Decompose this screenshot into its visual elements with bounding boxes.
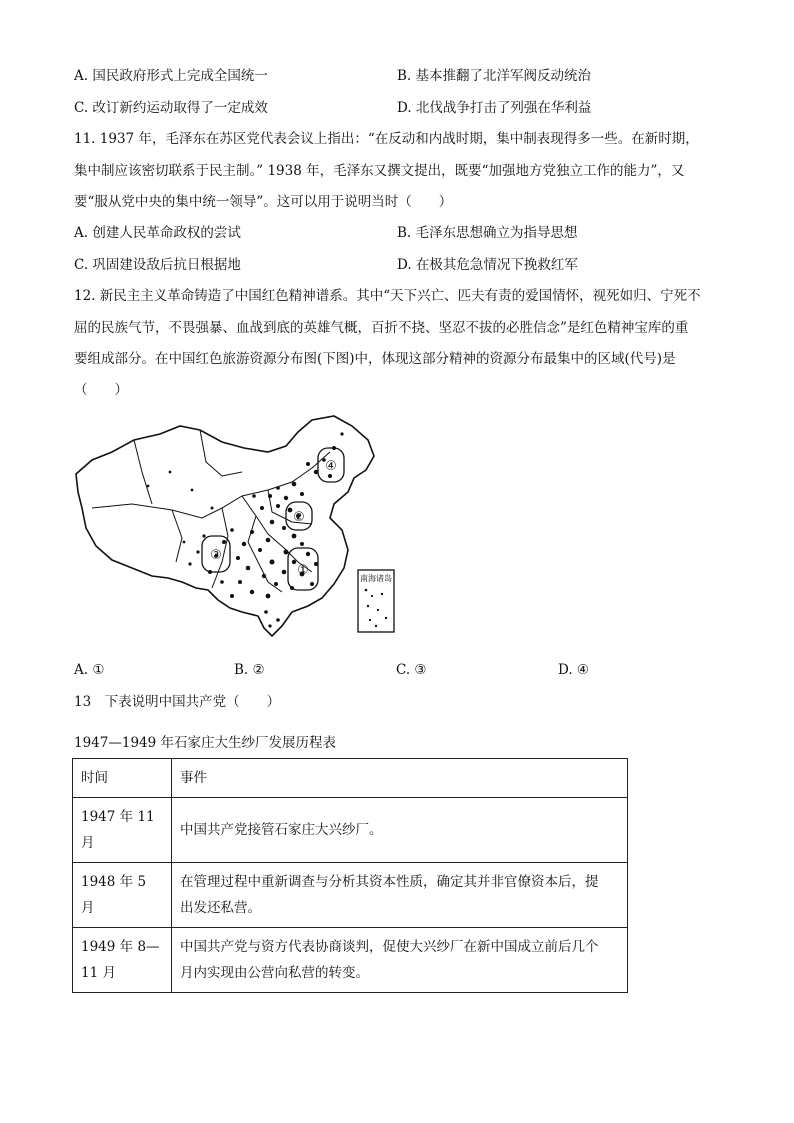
q11-stem-line-1: 11. 1937 年，毛泽东在苏区党代表会议上指出：“在反动和内战时期，集中制表现得多一些。在新时期， [74, 131, 699, 147]
row3-time-line-1: 1949 年 8— [81, 939, 160, 955]
q11-option-c: C. 巩固建设敌后抗日根据地 [74, 257, 241, 273]
q12-stem-line-2: 屈的民族气节，不畏强暴、血战到底的英雄气概，百折不挠、坚忍不拔的必胜信念”是红色精神宝库的重 [74, 320, 689, 336]
q11-stem-line-3: 要“服从党中央的集中统一领导”。这可以用于说明当时（ ） [74, 194, 453, 210]
header-event: 事件 [172, 759, 628, 798]
table-title: 1947—1949 年石家庄大生纱厂发展历程表 [74, 735, 337, 751]
china-map-svg [72, 412, 412, 647]
china-red-tourism-map [72, 412, 412, 647]
row2-time: 1948 年 5 月 [73, 863, 172, 928]
q12-stem-line-1: 12. 新民主主义革命铸造了中国红色精神谱系。其中“天下兴亡、匹夫有责的爱国情怀，视死如归、宁死不 [74, 288, 701, 304]
row3-time [73, 928, 172, 993]
region-label-3: ③ [210, 548, 222, 563]
q11-option-a: A. 创建人民革命政权的尝试 [74, 225, 241, 241]
q11-option-d: D. 在极其危急情况下挽救红军 [397, 257, 578, 273]
q12-option-d: D. ④ [558, 662, 590, 678]
resource-dots [147, 432, 344, 627]
history-table [72, 758, 628, 993]
table-row [73, 863, 628, 928]
inset-label: 南海诸岛 [360, 574, 392, 583]
q12-stem-line-4: （ ） [74, 382, 128, 398]
q12-option-c: C. ③ [396, 662, 427, 678]
q10-option-a: A. 国民政府形式上完成全国统一 [74, 68, 268, 84]
q13-stem: 13 下表说明中国共产党（ ） [74, 694, 281, 710]
region-label-1: ① [297, 563, 309, 578]
row3-event [172, 928, 628, 993]
table-header-row [73, 759, 628, 798]
row2-event-line-2: 出发还私营。 [180, 900, 261, 916]
row3-event-line-2: 月内实现由公营向私营的转变。 [180, 965, 369, 981]
q12-option-b: B. ② [234, 662, 265, 678]
table-row [73, 928, 628, 993]
q12-option-a: A. ① [74, 662, 105, 678]
row1-time: 1947 年 11 月 [73, 798, 172, 863]
row3-event-line-1: 中国共产党与资方代表协商谈判，促使大兴纱厂在新中国成立前后几个 [180, 939, 599, 955]
row1-event-line-1: 中国共产党接管石家庄大兴纱厂。 [180, 822, 383, 838]
q12-stem-line-3: 要组成部分。在中国红色旅游资源分布图(下图)中，体现这部分精神的资源分布最集中的区域(代号)是 [74, 351, 676, 367]
region-label-4: ④ [325, 459, 337, 474]
table-row [73, 798, 628, 863]
region-label-2: ② [293, 510, 305, 525]
row1-event [172, 798, 628, 863]
q11-stem-line-2: 集中制应该密切联系于民主制。” 1938 年，毛泽东又撰文提出，既要“加强地方党独立工作的能力”，又 [74, 163, 685, 179]
header-time: 时间 [73, 759, 172, 798]
row3-time-line-2: 11 月 [81, 965, 116, 981]
china-outline [76, 416, 374, 636]
q10-option-d: D. 北伐战争打击了列强在华利益 [397, 100, 592, 116]
q10-option-b: B. 基本推翻了北洋军阀反动统治 [397, 68, 592, 84]
q11-option-b: B. 毛泽东思想确立为指导思想 [397, 225, 578, 241]
row2-event [172, 863, 628, 928]
row2-event-line-1: 在管理过程中重新调查与分析其资本性质，确定其并非官僚资本后，提 [180, 874, 599, 890]
q10-option-c: C. 改订新约运动取得了一定成效 [74, 100, 268, 116]
